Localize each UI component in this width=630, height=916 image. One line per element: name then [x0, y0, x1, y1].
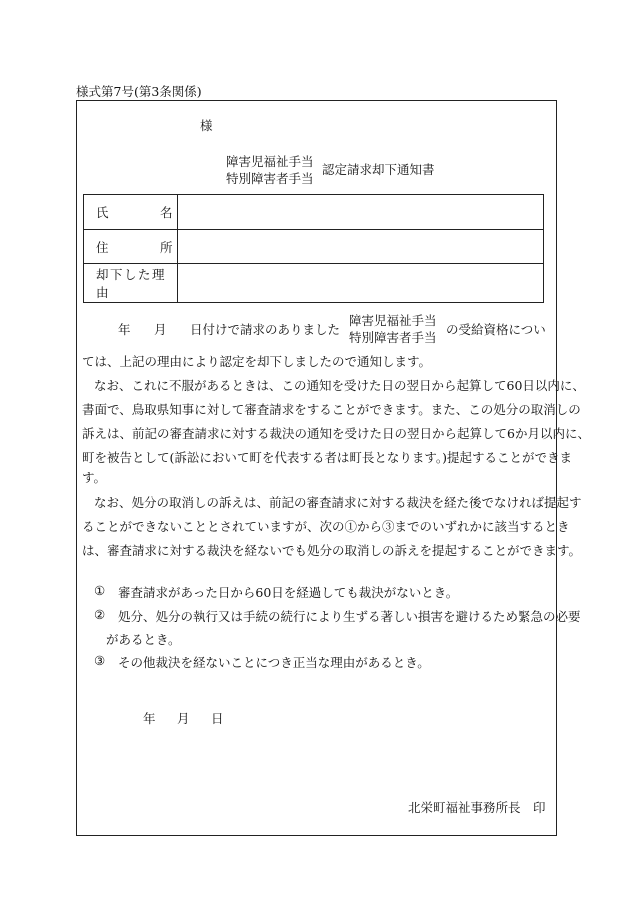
item-2-text: 処分、処分の執行又は手続の続行により生ずる著しい損害を避けるため緊急の必要 — [118, 609, 581, 624]
body-allowance-2: 特別障害者手当 — [349, 330, 437, 345]
name-label-2: 名 — [160, 205, 173, 220]
item-2-continuation: があるとき。 — [106, 632, 181, 647]
item-1-number: ① — [94, 583, 106, 598]
footer-date-month: 月 — [177, 711, 190, 726]
body-p2-l4: 町を被告として(訴訟において町を代表する者は町長となります。)提起することができま — [82, 450, 573, 465]
title-allowance-2: 特別障害者手当 — [226, 171, 314, 186]
body-date-month: 月 — [154, 322, 167, 337]
name-row — [84, 195, 543, 230]
document-title: 認定請求却下通知書 — [322, 162, 435, 177]
body-eligibility: の受給資格につい — [446, 322, 546, 337]
form-number-label: 様式第7号(第3条関係) — [76, 84, 202, 99]
title-allowance-1: 障害児福祉手当 — [226, 154, 314, 169]
item-3-number: ③ — [94, 653, 106, 668]
body-p3-l2: ることができないこととされていますが、次の①から③までのいずれかに該当するとき — [82, 519, 570, 534]
item-1-text: 審査請求があった日から60日を経過しても裁決がないとき。 — [118, 585, 459, 600]
body-p3-l1: なお、処分の取消しの訴えは、前記の審査請求に対する裁決を経た後でなければ提起す — [94, 495, 582, 510]
address-label-1: 住 — [96, 239, 109, 255]
body-date-text: 日付けで請求のありました — [190, 322, 341, 337]
body-p2-l1: なお、これに不服があるときは、この通知を受けた日の翌日から起算して60日以内に、 — [94, 378, 585, 393]
item-2-number: ② — [94, 607, 106, 622]
footer-date-day: 日 — [211, 711, 224, 726]
footer-date-year: 年 — [143, 711, 156, 726]
body-p2-l2: 書面で、鳥取県知事に対して審査請求をすることができます。また、この処分の取消しの — [82, 402, 581, 417]
info-table — [83, 194, 544, 303]
body-line-2: ては、上記の理由により認定を却下しましたので通知します。 — [82, 354, 432, 369]
name-label-1: 氏 — [96, 205, 109, 220]
body-p2-l3: 訴えは、前記の審査請求に対する裁決の通知を受けた日の翌日から起算して6か月以内に、 — [82, 426, 590, 441]
body-p3-l3: は、審査請求に対する裁決を経ないでも処分の取消しの訴えを提起することができます。 — [82, 543, 582, 558]
body-p2-l5: す。 — [82, 470, 107, 485]
address-row — [84, 230, 543, 264]
address-label-2: 所 — [160, 239, 173, 255]
addressee-honorific: 様 — [200, 118, 213, 133]
reason-label: 却下した理由 — [96, 267, 167, 300]
issuing-office-signature: 北栄町福祉事務所長 印 — [408, 800, 546, 815]
item-3-text: その他裁決を経ないことにつき正当な理由があるとき。 — [118, 655, 430, 670]
body-date-year: 年 — [118, 322, 131, 337]
body-allowance-1: 障害児福祉手当 — [349, 313, 437, 328]
reason-row — [84, 264, 543, 302]
